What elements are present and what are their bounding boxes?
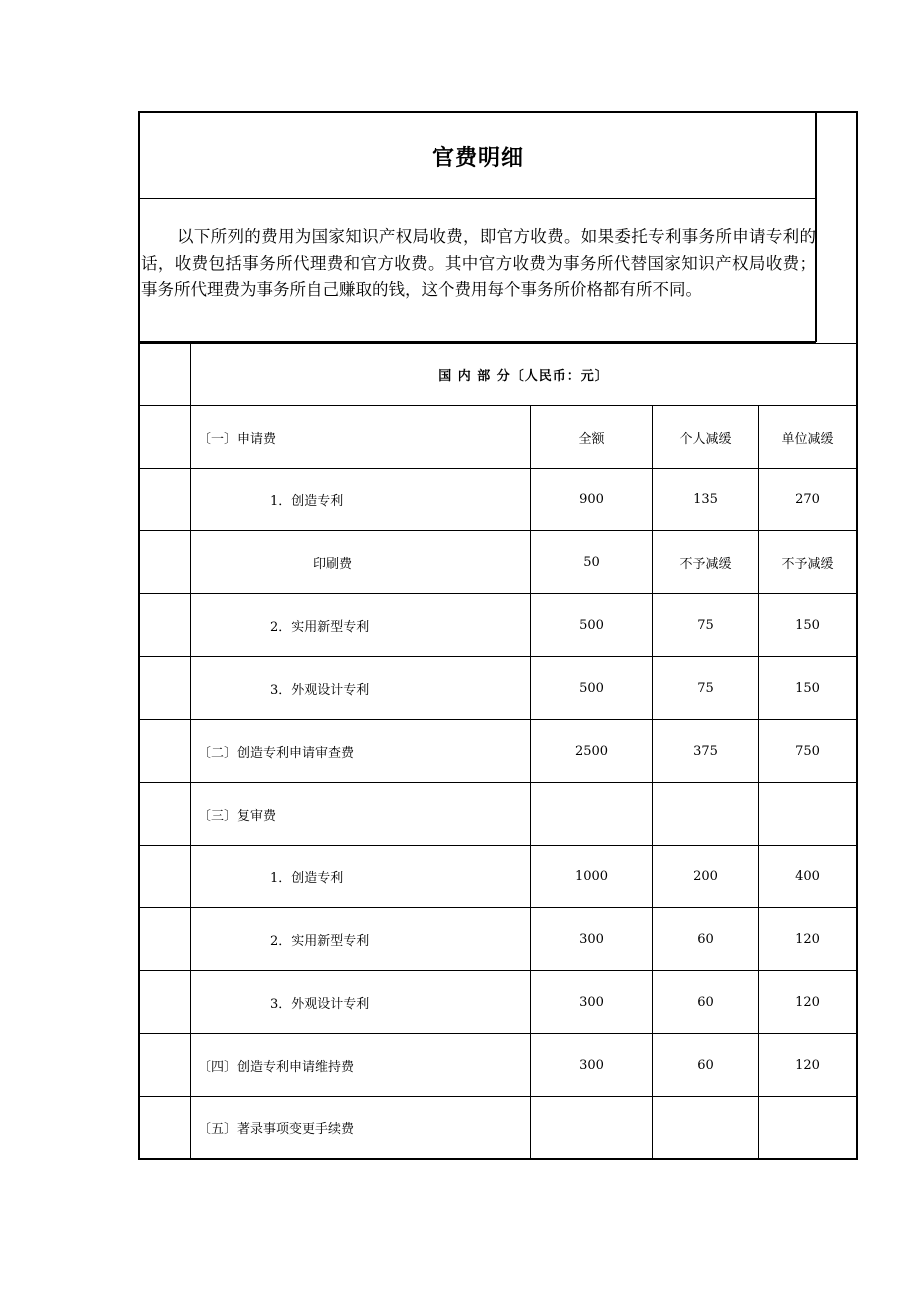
table-cell-label: 2．实用新型专利 xyxy=(270,619,370,635)
table-cell-label: 印刷费 xyxy=(313,556,353,572)
table-cell-individual: 375 xyxy=(693,743,718,759)
rule xyxy=(190,343,191,1159)
table-cell-full xyxy=(531,783,652,845)
table-section-heading: 国 内 部 分〔人民币：元〕 xyxy=(438,369,609,384)
table-cell-entity: 120 xyxy=(795,1057,820,1073)
rule xyxy=(138,1158,858,1160)
table-cell-individual xyxy=(653,783,758,845)
table-cell-label: 2．实用新型专利 xyxy=(270,933,370,949)
table-cell-individual: 个人减缓 xyxy=(679,431,732,447)
table-cell-entity: 750 xyxy=(795,743,820,759)
table-cell-label: 3．外观设计专利 xyxy=(270,682,370,698)
table-cell-individual: 200 xyxy=(693,869,718,884)
table-cell-individual: 75 xyxy=(697,680,714,696)
table-cell-individual: 75 xyxy=(697,617,714,633)
table-cell-full: 300 xyxy=(579,1057,604,1073)
rule xyxy=(856,111,858,1159)
table-cell-entity: 120 xyxy=(795,994,820,1010)
table-cell-entity xyxy=(759,1097,856,1158)
table-cell-label: 3．外观设计专利 xyxy=(270,996,370,1012)
table-cell-full: 500 xyxy=(579,617,604,633)
table-cell-individual xyxy=(653,1097,758,1158)
table-cell-label: 〔五〕著录事项变更手续费 xyxy=(198,1122,355,1137)
page-title: 官费明细 xyxy=(431,144,524,171)
table-cell-entity: 150 xyxy=(795,617,820,633)
table-cell-label: 1．创造专利 xyxy=(270,494,344,509)
table-cell-individual: 60 xyxy=(697,931,714,947)
table-cell-entity: 150 xyxy=(795,680,820,696)
table-cell-full: 500 xyxy=(579,680,604,696)
intro-paragraph: 以下所列的费用为国家知识产权局收费，即官方收费。如果委托专利事务所申请专利的话，收费包括事务所代理费和官方收费。其中官方收费为事务所代替国家知识产权局收费；事务所代理费为事务所自己赚取的钱，这个费用每个事务所价格都有所不同。 xyxy=(141,227,816,299)
table-cell-entity: 单位减缓 xyxy=(781,431,834,447)
table-cell-entity: 120 xyxy=(795,931,820,947)
table-cell-individual: 60 xyxy=(697,1057,714,1073)
table-cell-full: 全额 xyxy=(578,431,605,447)
table-cell-entity: 不予减缓 xyxy=(781,556,834,572)
table-cell-label: 〔一〕申请费 xyxy=(198,431,277,447)
table-cell-full: 2500 xyxy=(574,743,609,759)
table-cell-label: 〔二〕创造专利申请审查费 xyxy=(198,745,355,761)
table-cell-entity xyxy=(759,783,856,845)
table-cell-individual: 60 xyxy=(697,994,714,1010)
table-cell-label: 1．创造专利 xyxy=(270,871,344,886)
table-cell-full: 1000 xyxy=(574,869,609,884)
table-cell-full xyxy=(531,1097,652,1158)
table-cell-entity: 270 xyxy=(795,492,820,507)
rule xyxy=(138,111,140,1159)
table-cell-full: 50 xyxy=(583,554,600,570)
table-cell-individual: 不予减缓 xyxy=(679,556,732,572)
table-cell-entity: 400 xyxy=(795,869,820,884)
table-cell-full: 900 xyxy=(579,492,604,507)
table-cell-full: 300 xyxy=(579,994,604,1010)
table-cell-label: 〔三〕复审费 xyxy=(198,808,277,824)
table-cell-label: 〔四〕创造专利申请维持费 xyxy=(198,1059,355,1075)
table-cell-individual: 135 xyxy=(693,492,718,507)
table-cell-full: 300 xyxy=(579,931,604,947)
